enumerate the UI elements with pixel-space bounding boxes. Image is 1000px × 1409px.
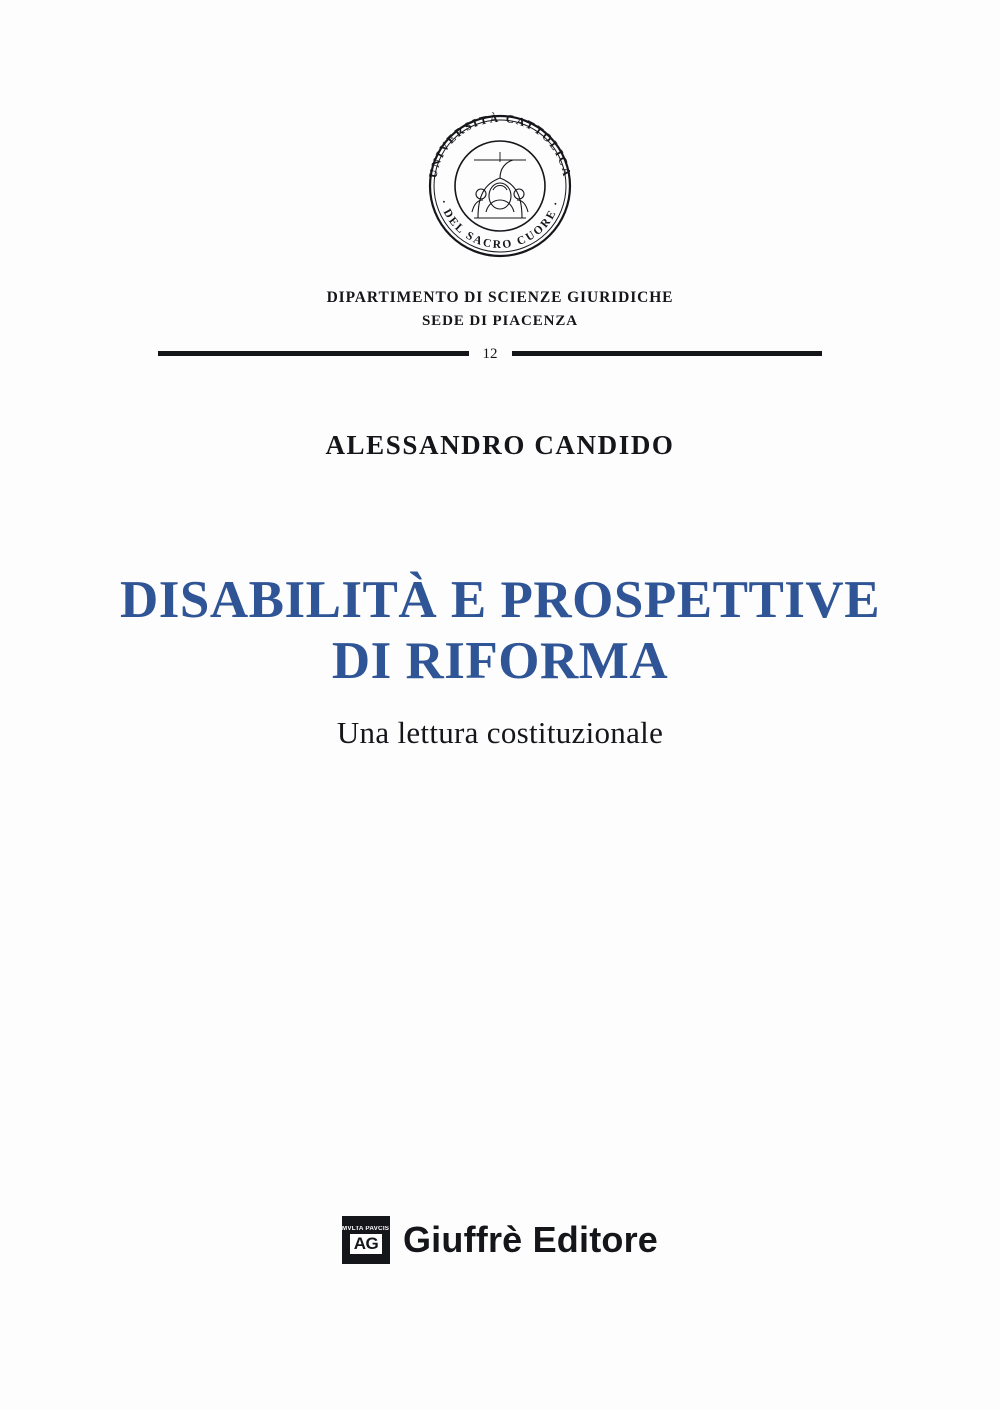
- publisher-logo: [0, 1216, 1000, 1264]
- publisher-mark-icon: [342, 1216, 390, 1264]
- book-subtitle: Una lettura costituzionale: [336, 715, 664, 750]
- crest-seal-icon: [414, 100, 586, 272]
- publisher-motto: MVLTA PAVCIS: [342, 1226, 390, 1233]
- series-rule: [158, 341, 822, 365]
- title-line-2: DI RIFORMA: [331, 632, 669, 691]
- department-line-1: DIPARTIMENTO DI SCIENZE GIURIDICHE: [326, 289, 674, 306]
- author-name: ALESSANDRO CANDIDO: [325, 430, 675, 460]
- university-crest: [0, 100, 1000, 272]
- department-line-2: SEDE DI PIACENZA: [421, 313, 579, 330]
- book-title: [90, 570, 910, 693]
- svg-text:UNIVERSITÀ CATTOLICA: UNIVERSITÀ CATTOLICA: [427, 112, 573, 180]
- volume-number: 12: [482, 345, 498, 362]
- title-line-1: DISABILITÀ E PROSPETTIVE: [119, 571, 881, 629]
- publisher-initials: AG: [350, 1234, 383, 1254]
- series-department: [0, 286, 1000, 333]
- svg-text:· DEL SACRO CUORE ·: · DEL SACRO CUORE ·: [436, 198, 564, 252]
- rule-left: [158, 351, 469, 356]
- rule-right: [512, 351, 823, 356]
- publisher-name: Giuffrè Editore: [402, 1219, 659, 1260]
